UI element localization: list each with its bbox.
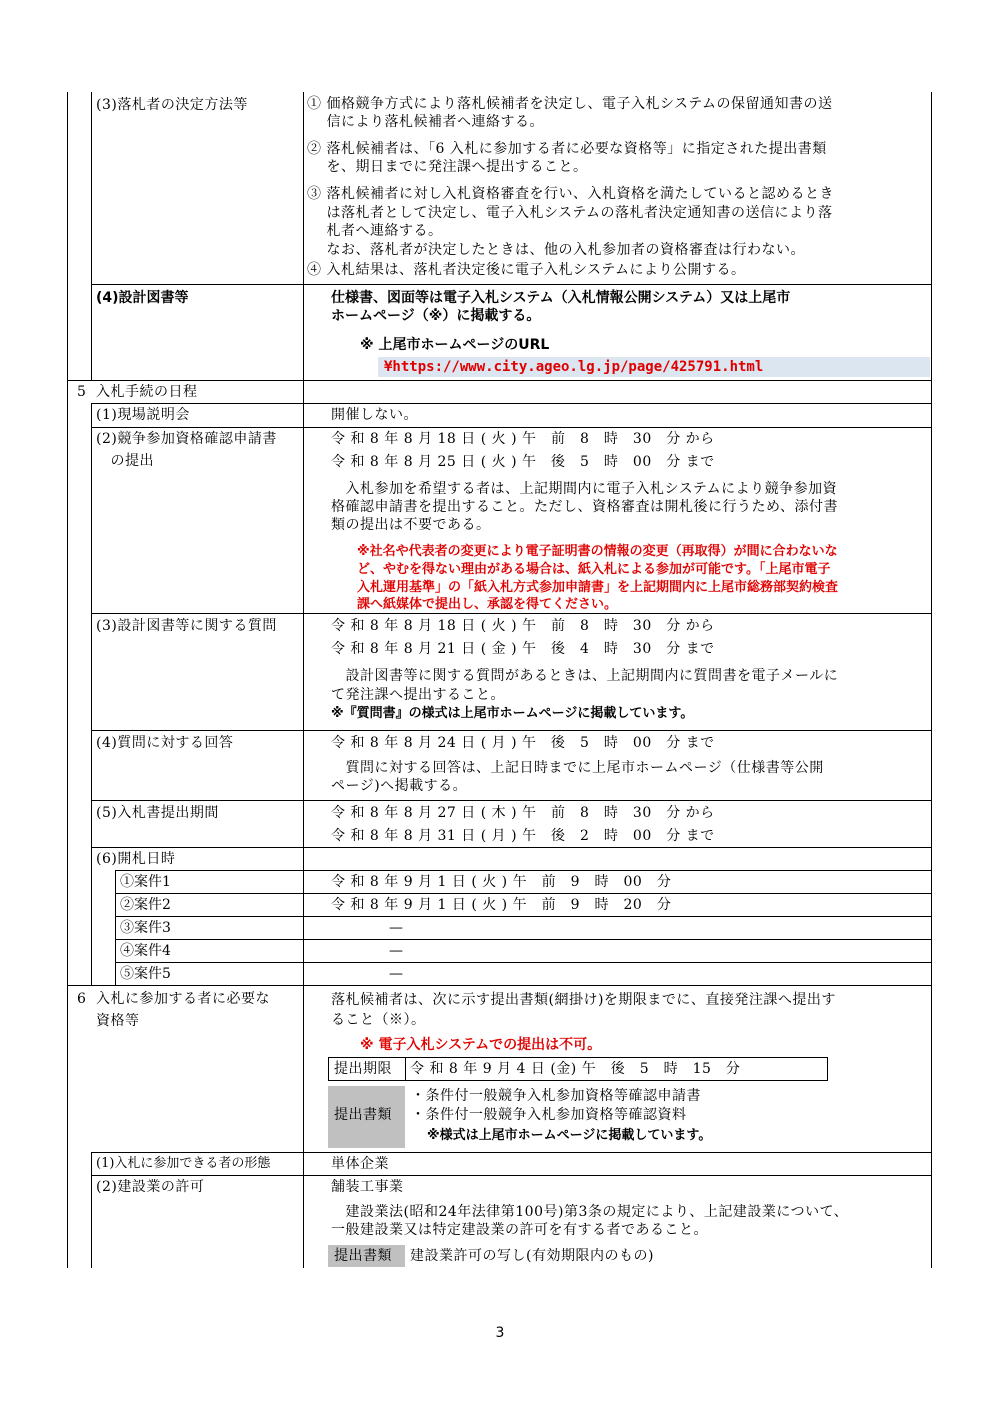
deadline-divider [405, 1057, 406, 1081]
docs-label: 提出書類 [334, 1107, 392, 1123]
row-line [91, 730, 931, 731]
row-label-opening: (6)開札日時 [96, 851, 176, 867]
row-label-entity-form: (1)入札に参加できる者の形態 [96, 1156, 271, 1171]
row-line [115, 939, 931, 940]
row-label-answers: (4)質問に対する回答 [96, 735, 234, 751]
license-doc-label: 提出書類 [334, 1248, 392, 1264]
answers-date: 令 和 8 年 8 月 24 日 ( 月 ) 午 後 5 時 00 分 まで [331, 735, 715, 751]
case-value: 令 和 8 年 9 月 1 日 ( 火 ) 午 前 9 時 20 分 [331, 897, 672, 913]
qualifications-body-line: 落札候補者は、次に示す提出書類(網掛け)を期限までに、直接発注課へ提出す [331, 992, 836, 1008]
column-divider [303, 92, 304, 1268]
section-title-qualifications: 入札に参加する者に必要な [96, 991, 270, 1007]
case-label: ④案件4 [120, 943, 171, 959]
row-label-construction-license: (2)建設業の許可 [96, 1179, 205, 1195]
docs-form-note: ※様式は上尾市ホームページに掲載しています。 [427, 1128, 712, 1143]
row-label-questions: (3)設計図書等に関する質問 [96, 618, 277, 634]
design-docs-line: 仕様書、図面等は電子入札システム（入札情報公開システム）又は上尾市 [331, 290, 791, 306]
license-doc-value: 建設業許可の写し(有効期限内のもの) [410, 1248, 654, 1264]
section-number-5: 5 [77, 384, 86, 400]
decision-item-line: ① 価格競争方式により落札候補者を決定し、電子入札システムの保留通知書の送 [307, 96, 833, 112]
case-value: — [331, 943, 404, 959]
construction-license-body-line: 建設業法(昭和24年法律第100号)第3条の規定により、上記建設業について、 [331, 1204, 849, 1220]
section-title-qualifications: 資格等 [96, 1013, 140, 1029]
qualifications-body-line: ること（※）。 [331, 1012, 426, 1028]
row-line [115, 870, 931, 871]
row-line [115, 893, 931, 894]
bid-period-from: 令 和 8 年 8 月 27 日 ( 木 ) 午 前 8 時 30 分 から [331, 805, 715, 821]
questions-to: 令 和 8 年 8 月 21 日 ( 金 ) 午 後 4 時 30 分 まで [331, 641, 715, 657]
page-number: 3 [495, 1325, 505, 1341]
questions-body-line: て発注課へ提出すること。 [331, 687, 505, 703]
deadline-label: 提出期限 [334, 1061, 392, 1077]
deadline-value: 令 和 8 年 9 月 4 日 (金) 午 後 5 時 15 分 [410, 1061, 741, 1077]
row-line [91, 1175, 931, 1176]
case-label: ③案件3 [120, 920, 171, 936]
frame-left-line [67, 92, 68, 1268]
case-value: — [331, 920, 404, 936]
row-line [91, 800, 931, 801]
case-label: ⑤案件5 [120, 966, 171, 982]
row-label-decision-method: (3)落札者の決定方法等 [96, 97, 248, 113]
entity-form-value: 単体企業 [331, 1156, 389, 1172]
row-line [91, 403, 931, 404]
construction-license-body-line: 一般建設業又は特定建設業の許可を有する者であること。 [331, 1222, 708, 1238]
decision-item-line: は落札者として決定し、電子入札システムの落札者決定通知書の送信により落 [307, 205, 833, 221]
decision-item-line: を、期日までに発注課へ提出すること。 [307, 159, 588, 175]
case-indent-line [115, 870, 116, 985]
frame-inner-left-line [91, 403, 92, 985]
row-label-application: の提出 [96, 453, 154, 469]
row-label-design-docs: (4)設計図書等 [96, 290, 189, 306]
bid-period-to: 令 和 8 年 8 月 31 日 ( 月 ) 午 後 2 時 00 分 まで [331, 828, 715, 844]
paper-bid-notice-line: 課へ紙媒体で提出し、承認を得てください。 [357, 597, 618, 612]
case-label: ①案件1 [120, 874, 171, 890]
row-line [115, 916, 931, 917]
application-from: 令 和 8 年 8 月 18 日 ( 火 ) 午 前 8 時 30 分 から [331, 431, 715, 447]
row-line [115, 962, 931, 963]
case-label: ②案件2 [120, 897, 171, 913]
application-body-line: 入札参加を希望する者は、上記期間内に電子入札システムにより競争参加資 [331, 481, 838, 497]
answers-body-line: ページ)へ掲載する。 [331, 778, 468, 794]
site-briefing-value: 開催しない。 [331, 407, 418, 423]
construction-license-value: 舗装工事業 [331, 1179, 404, 1195]
decision-item-line: ④ 入札結果は、落札者決定後に電子入札システムにより公開する。 [307, 262, 746, 278]
row-line [91, 1152, 931, 1153]
row-label-bid-period: (5)入札書提出期間 [96, 805, 219, 821]
paper-bid-notice-line: ど、やむを得ない理由がある場合は、紙入札による参加が可能です。「上尾市電子 [357, 562, 831, 577]
decision-item-line: ③ 落札候補者に対し入札資格審査を行い、入札資格を満たしていると認めるとき [307, 186, 834, 202]
homepage-url-link[interactable]: ¥https://www.city.ageo.lg.jp/page/425791.html [378, 357, 930, 377]
application-to: 令 和 8 年 8 月 25 日 ( 火 ) 午 後 5 時 00 分 まで [331, 454, 715, 470]
questions-from: 令 和 8 年 8 月 18 日 ( 火 ) 午 前 8 時 30 分 から [331, 618, 715, 634]
row-label-application: (2)競争参加資格確認申請書 [96, 431, 277, 447]
paper-bid-notice-line: 入札運用基準」の「紙入札方式参加申請書」を上記期間内に上尾市総務部契約検査 [357, 580, 839, 595]
section-title-schedule: 入札手続の日程 [96, 384, 198, 400]
application-body-line: 類の提出は不要である。 [331, 517, 491, 533]
frame-right-line [931, 92, 932, 1268]
case-value: — [331, 966, 404, 982]
answers-body-line: 質問に対する回答は、上記日時までに上尾市ホームページ（仕様書等公開 [331, 760, 824, 776]
row-line [67, 985, 931, 986]
frame-inner-left-line [91, 92, 92, 381]
row-line [91, 847, 931, 848]
docs-item: ・条件付一般競争入札参加資格等確認資料 [411, 1107, 687, 1123]
decision-item-line: なお、落札者が決定したときは、他の入札参加者の資格審査は行わない。 [307, 242, 805, 258]
row-line [91, 427, 931, 428]
docs-item: ・条件付一般競争入札参加資格等確認申請書 [411, 1088, 701, 1104]
decision-item-line: 札者へ連絡する。 [307, 223, 443, 239]
paper-bid-notice-line: ※社名や代表者の変更により電子証明書の情報の変更（再取得）が間に合わないな [357, 544, 838, 559]
questions-body-line: 設計図書等に関する質問があるときは、上記期間内に質問書を電子メールに [331, 668, 839, 684]
frame-inner-left-line [91, 1152, 92, 1268]
row-line [91, 284, 931, 285]
decision-item-line: ② 落札候補者は、「6 入札に参加する者に必要な資格等」に指定された提出書類 [307, 141, 827, 157]
question-form-note: ※『質問書』の様式は上尾市ホームページに掲載しています。 [331, 706, 694, 721]
homepage-url-note: ※ 上尾市ホームページのURL [360, 337, 550, 353]
row-line [67, 380, 931, 381]
application-body-line: 格確認申請書を提出すること。ただし、資格審査は開札後に行うため、添付書 [331, 499, 838, 515]
row-label-site-briefing: (1)現場説明会 [96, 407, 190, 423]
electronic-submission-notice: ※ 電子入札システムでの提出は不可。 [360, 1037, 602, 1053]
case-value: 令 和 8 年 9 月 1 日 ( 火 ) 午 前 9 時 00 分 [331, 874, 672, 890]
section-number-6: 6 [77, 991, 86, 1007]
decision-item-line: 信により落札候補者へ連絡する。 [307, 114, 544, 130]
design-docs-line: ホームページ（※）に掲載する。 [331, 308, 541, 324]
